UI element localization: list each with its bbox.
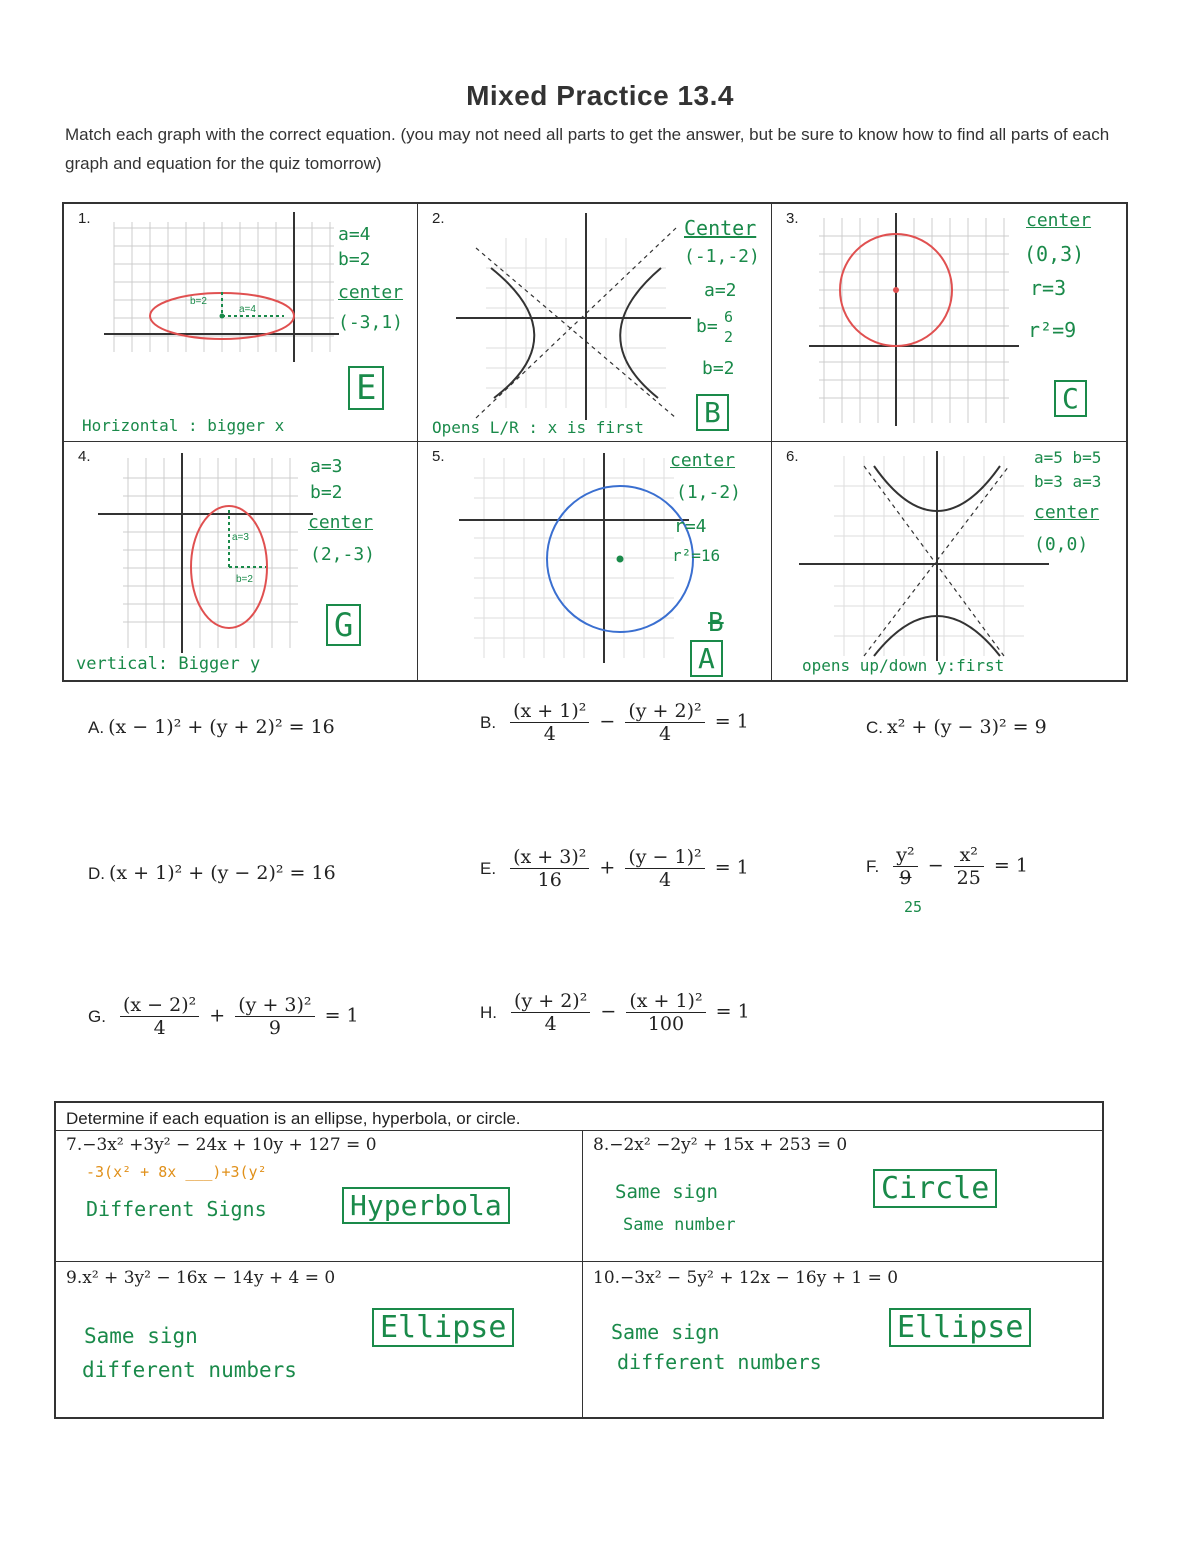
- graph-3-circle: [794, 208, 1034, 428]
- item-work: -3(x² + 8x ___)+3(y²: [86, 1163, 267, 1181]
- note-center-value: (1,-2): [676, 482, 742, 503]
- graph-cell-1: [64, 204, 418, 442]
- graph-footer-note: opens up/down y:first: [802, 656, 1005, 675]
- answer-box: B: [696, 394, 729, 431]
- note-r: r=3: [1030, 276, 1067, 300]
- instructions: Match each graph with the correct equation. (you may not need all parts to get the answer, but be sure to know how to find all parts of each graph and equation for the quiz tomorrow): [65, 125, 1110, 173]
- note-center: center: [1026, 210, 1092, 231]
- item-8: [583, 1131, 1102, 1261]
- answer-box: G: [326, 604, 361, 646]
- answer-box: E: [348, 366, 384, 410]
- note-r-squared: r²=9: [1028, 318, 1077, 342]
- item-note-2: different numbers: [82, 1358, 297, 1382]
- note-b-den: 2: [724, 328, 734, 346]
- note-center: center: [338, 282, 404, 303]
- graph-number: 2.: [432, 210, 445, 227]
- note-center-value: (-3,1): [338, 312, 404, 333]
- note-b-label: b=: [696, 316, 718, 337]
- item-note-2: different numbers: [617, 1350, 822, 1374]
- equation-g: G. $\frac{\text{(x − 2)²}}{4}$ + $\frac{\text{(y + 3)²}}{9}$ = 1: [88, 994, 359, 1039]
- note-r-squared: r²=16: [672, 546, 721, 565]
- section-heading: Determine if each equation is an ellipse, hyperbola, or circle.: [66, 1109, 521, 1128]
- graph-number: 6.: [786, 448, 799, 465]
- answer-box: C: [1054, 380, 1087, 417]
- item-equation: 10.−3x² − 5y² + 12x − 16y + 1 = 0: [593, 1268, 899, 1288]
- item-note: Same sign: [611, 1320, 720, 1344]
- item-equation: 9.x² + 3y² − 16x − 14y + 4 = 0: [66, 1268, 336, 1288]
- note-center-value: (2,-3): [310, 544, 376, 565]
- note-center: Center: [684, 216, 757, 240]
- inner-label-b: b=2: [236, 574, 253, 585]
- graph-number: 1.: [78, 210, 91, 227]
- graph-cell-4: [64, 442, 418, 680]
- graph-cell-2: [418, 204, 772, 442]
- item-note: Same sign: [615, 1181, 718, 1203]
- graph-number: 5.: [432, 448, 445, 465]
- note-b: b=2: [310, 482, 343, 503]
- equation-f-correction: 25: [904, 898, 923, 916]
- item-answer: Ellipse: [889, 1308, 1031, 1347]
- note-r: r=4: [674, 516, 707, 537]
- graph-footer-note: vertical: Bigger y: [76, 654, 261, 674]
- equation-e: E. $\frac{\text{(x + 3)²}}{16}$ + $\frac{\text{(y − 1)²}}{4}$ = 1: [480, 846, 749, 891]
- inner-label-b: b=2: [190, 296, 207, 307]
- graph-5-circle: [454, 448, 694, 668]
- graph-4-ellipse: [98, 448, 338, 658]
- item-note-2: Same number: [623, 1215, 736, 1235]
- graph-1-ellipse: [104, 212, 364, 422]
- inner-label-a: a=4: [239, 304, 256, 315]
- graph-2-hyperbola: [446, 208, 706, 428]
- note-a: a=2: [704, 280, 737, 301]
- item-answer: Ellipse: [372, 1308, 514, 1347]
- page-title: Mixed Practice 13.4: [466, 80, 734, 111]
- note-b-num: 6: [724, 308, 734, 326]
- note-center: center: [670, 450, 736, 471]
- equation-b: B. $\frac{\text{(x + 1)²}}{4}$ − $\frac{\text{(y + 2)²}}{4}$ = 1: [480, 700, 749, 745]
- note-ab: a=5 b=5: [1034, 448, 1102, 467]
- note-b: b=2: [338, 249, 371, 270]
- graph-6-hyperbola: [794, 446, 1054, 666]
- classification-table: [54, 1101, 1104, 1419]
- item-answer: Circle: [873, 1169, 997, 1208]
- item-answer: Hyperbola: [342, 1187, 510, 1224]
- graph-cell-5: [418, 442, 772, 680]
- note-b: b=2: [702, 358, 735, 379]
- item-equation: 8.−2x² −2y² + 15x + 253 = 0: [593, 1135, 848, 1155]
- item-note: Same sign: [84, 1324, 198, 1348]
- note-center-value: (-1,-2): [684, 246, 760, 267]
- graph-cell-3: [772, 204, 1126, 442]
- graph-table: [62, 202, 1128, 682]
- note-a: a=3: [310, 456, 343, 477]
- equation-a: A. (x − 1)² + (y + 2)² = 16: [88, 716, 335, 738]
- note-center-value: (0,0): [1034, 534, 1089, 555]
- equation-f: F. $\frac{\text{y²}}{9}$ − $\frac{\text{x²}}{25}$ = 1: [866, 844, 1028, 889]
- inner-label-a: a=3: [232, 532, 249, 543]
- item-7: [56, 1131, 582, 1261]
- graph-cell-6: [772, 442, 1126, 680]
- item-10: [583, 1262, 1102, 1419]
- graph-number: 3.: [786, 210, 799, 227]
- note-center: center: [1034, 502, 1100, 523]
- note-center: center: [308, 512, 374, 533]
- item-9: [56, 1262, 582, 1419]
- note-a: a=4: [338, 224, 371, 245]
- item-equation: 7.−3x² +3y² − 24x + 10y + 127 = 0: [66, 1135, 377, 1155]
- graph-footer-note: Horizontal : bigger x: [82, 416, 285, 435]
- equation-h: H. $\frac{\text{(y + 2)²}}{4}$ − $\frac{\text{(x + 1)²}}{100}$ = 1: [480, 990, 750, 1035]
- note-center-value: (0,3): [1024, 242, 1085, 266]
- graph-footer-note: Opens L/R : x is first: [432, 418, 644, 437]
- scratched-answer: B: [708, 608, 724, 638]
- equation-c: C. x² + (y − 3)² = 9: [866, 716, 1047, 738]
- item-note: Different Signs: [86, 1197, 267, 1221]
- answer-box: A: [690, 640, 723, 677]
- graph-number: 4.: [78, 448, 91, 465]
- equation-d: D. (x + 1)² + (y − 2)² = 16: [88, 862, 336, 884]
- note-ab-2: b=3 a=3: [1034, 472, 1102, 491]
